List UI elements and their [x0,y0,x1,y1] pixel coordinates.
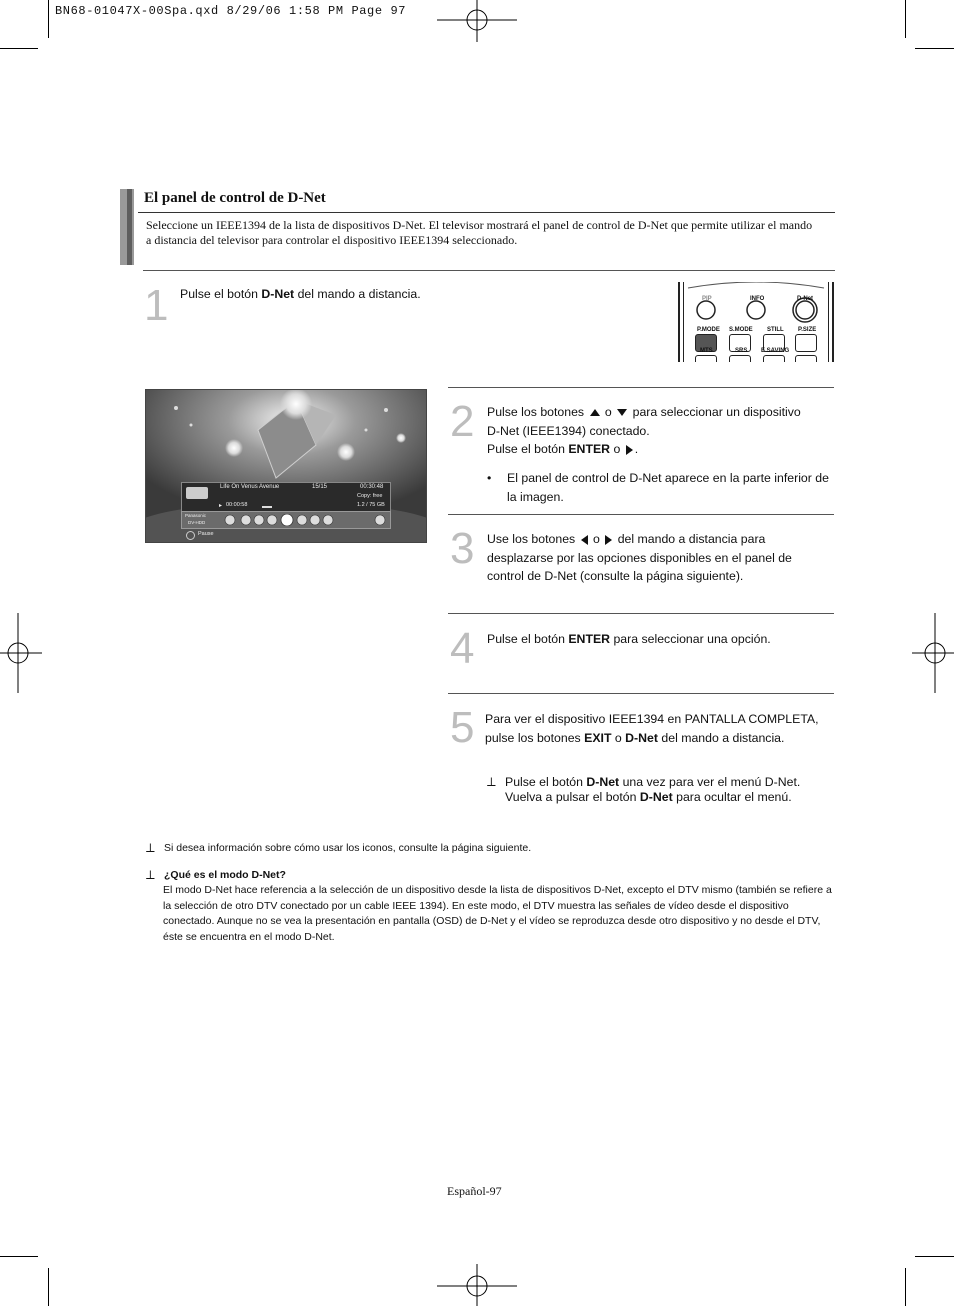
remote-srs-button [729,355,751,362]
remote-label-still: STILL [767,327,784,333]
screen-brand: Panasonic [185,513,207,518]
registration-target-left [0,613,42,693]
note-arrow-icon: ⟂ [487,774,496,789]
screen-title: Life On Venus Avenue [220,484,280,490]
step-number: 1 [144,281,169,330]
down-arrow-icon [617,409,627,416]
crop-mark [0,1256,38,1257]
screen-status: Pause [198,531,214,537]
screen-progress-bar [262,506,272,508]
section-title: El panel de control de D-Net [144,190,326,206]
step-1-text: Pulse el botón D-Net del mando a distancia. [180,287,421,301]
tv-screen-illustration [145,389,427,543]
dnet-control-bar [181,511,391,529]
screen-size: 1.2 / 75 GB [357,502,385,508]
up-arrow-icon [590,409,600,416]
step-2-text: Pulse los botones o para seleccionar un dispositivo D-Net (IEEE1394) conectado. Pulse el botón ENTER o . [487,405,801,456]
remote-label-info: INFO [750,296,765,302]
note-dnet-title: ¿Qué es el modo D-Net? [164,869,286,881]
section-side-bar-inner [127,189,132,265]
divider [448,387,834,388]
step-2-bullet: El panel de control de D-Net aparece en la parte inferior de la imagen. [507,471,829,504]
remote-label-mts: MTS [700,348,713,354]
remote-esaving-button [763,355,785,362]
crop-mark [915,48,954,49]
screen-time-current: 00:00:58 [226,502,248,508]
right-arrow-icon [605,535,612,545]
section-intro: Seleccione un IEEE1394 de la lista de dispositivos D-Net. El televisor mostrará el panel de control de D-Net que permite utilizar el mando a distancia del televisor para controlar el dispositivo IEEE1394 seleccionado. [146,218,813,247]
file-info-line: BN68-01047X-00Spa.qxd 8/29/06 1:58 PM Page 97 [55,4,407,18]
remote-label-dnet: D-Net [797,296,813,302]
step-3-text: Use los botones o del mando a distancia para desplazarse por las opciones disponibles en el panel de control de D-Net (consulte la página siguiente). [487,532,792,583]
note-dnet-body: El modo D-Net hace referencia a la selección de un dispositivo desde la lista de dispositivos D-Net, excepto el DTV mismo (también se refiere a la selección de otro DTV conectado por un cable IEEE 1394). En este modo, el DTV muestra las señales de vídeo desde el dispositivo conectado. Aunque no se vea la presentación en pantalla (OSD) de D-Net y el vídeo se reproduzca desde otro dispositivo y no desde el DTV, éste se encuentra en el modo D-Net. [163,884,832,943]
step-number: 2 [450,397,475,446]
remote-label-pip: PIP [702,296,712,302]
step-4-text: Pulse el botón ENTER para seleccionar una opción. [487,632,771,646]
crop-mark [915,1256,954,1257]
divider [143,270,835,271]
registration-target-right [912,613,954,693]
remote-psize-button [795,334,817,352]
remote-control-illustration [678,282,835,362]
screen-track: 15/15 [312,484,328,490]
screen-device: DV-HDD [188,520,206,525]
note-arrow-icon: ⟂ [146,840,155,855]
note-icons-info: Si desea información sobre cómo usar los iconos, consulte la página siguiente. [164,842,532,854]
remote-mts-button [695,355,717,362]
step-5-note: Pulse el botón D-Net una vez para ver el menú D-Net. Vuelva a pulsar el botón D-Net para ocultar el menú. [505,775,801,804]
screen-copy: Copy: free [357,493,383,499]
crop-mark [0,48,38,49]
divider [448,514,834,515]
remote-label-esaving: E.SAVING [761,348,790,354]
remote-label-pmode: P.MODE [697,327,720,333]
registration-target-bottom [437,1264,517,1306]
step-number: 5 [450,703,475,752]
divider [448,693,834,694]
pause-status-icon [186,531,195,540]
disc-icon [186,487,208,499]
step-number: 4 [450,624,475,673]
bullet-marker: • [487,471,492,485]
title-rule [138,212,835,213]
screen-time-total: 00:30:48 [360,484,384,490]
remote-up-button [795,355,817,362]
remote-label-smode: S.MODE [729,327,753,333]
note-arrow-icon: ⟂ [146,867,155,882]
right-arrow-icon [626,445,633,455]
registration-target-top [437,0,517,42]
step-5-text: Para ver el dispositivo IEEE1394 en PANTALLA COMPLETA, pulse los botones EXIT o D-Net del mando a distancia. [485,712,819,745]
step-number: 3 [450,524,475,573]
left-arrow-icon [581,535,588,545]
crop-mark [905,1268,906,1306]
crop-mark [48,1268,49,1306]
remote-label-psize: P.SIZE [798,327,817,333]
crop-mark [905,0,906,38]
remote-label-srs: SRS [735,348,748,354]
dnet-info-panel: Life On Venus Avenue 15/15 00:30:48 Copy: free ▸ 00:00:58 1.2 / 75 GB [181,482,391,512]
crop-mark [48,0,49,38]
page-number: Español-97 [447,1184,502,1198]
divider [448,613,834,614]
